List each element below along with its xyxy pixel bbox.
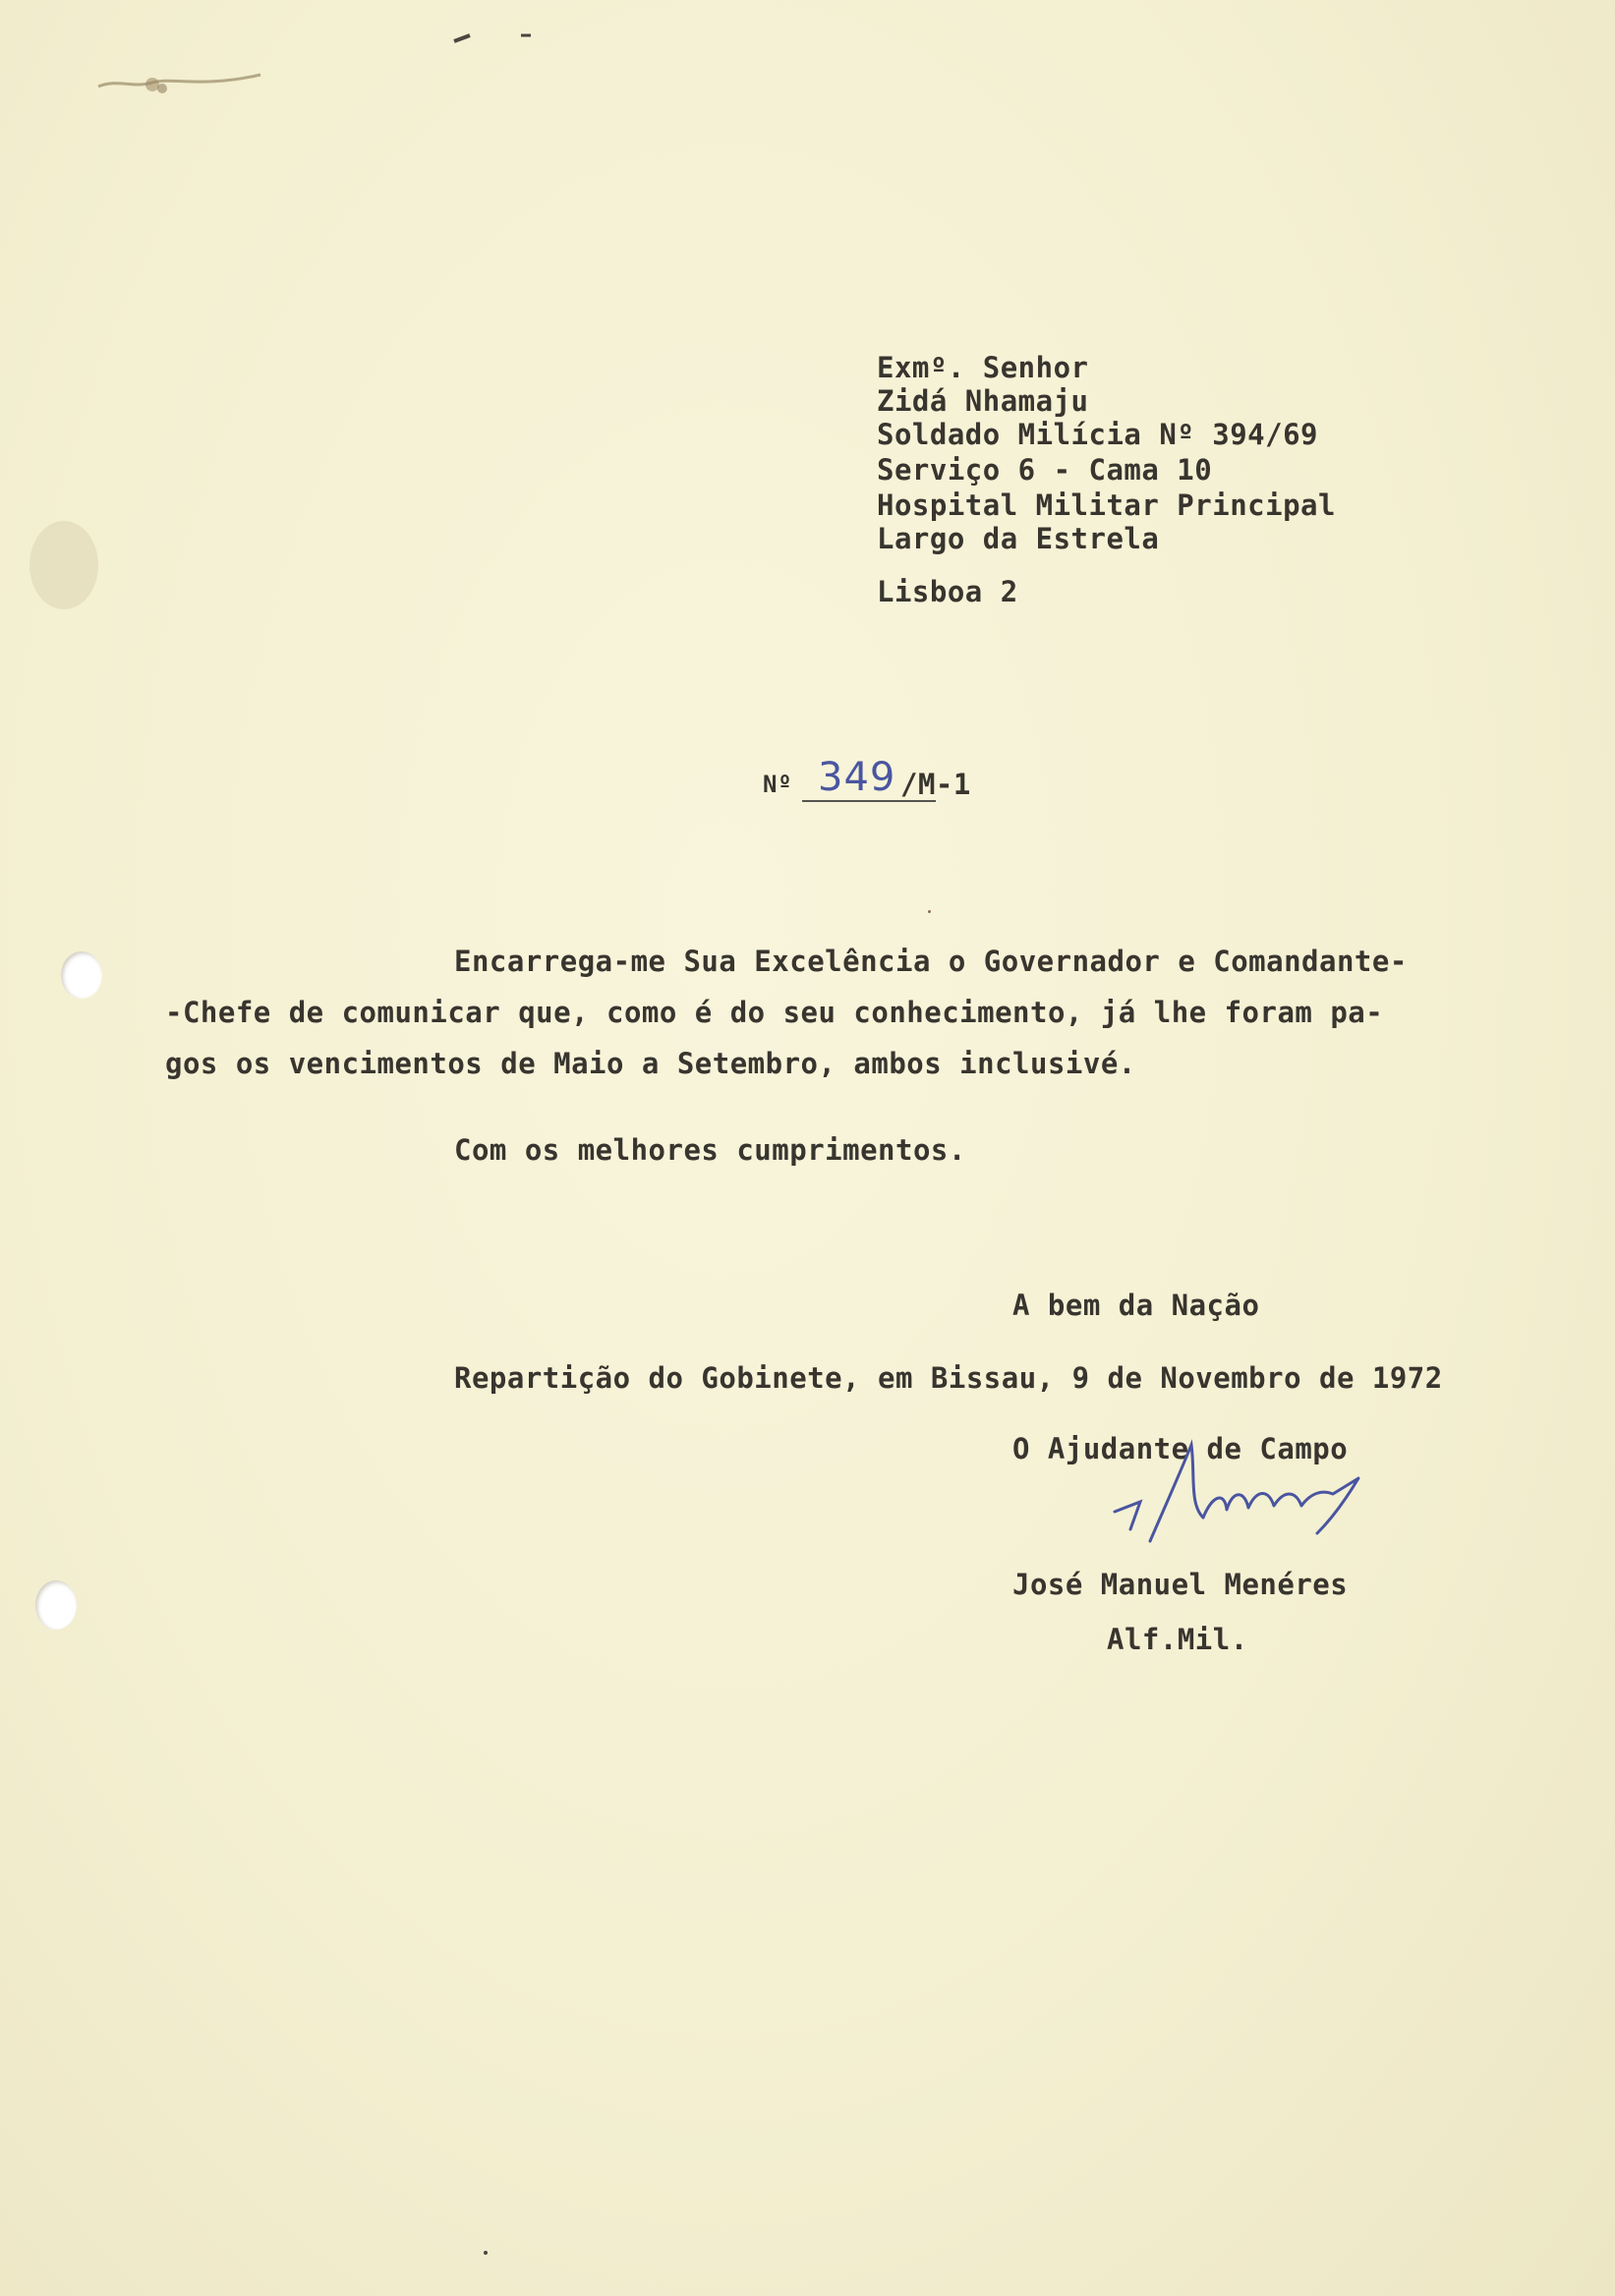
body-line-3: gos os vencimentos de Maio a Setembro, ambos inclusivé.: [165, 1047, 1136, 1080]
address-line-name: Zidá Nhamaju: [877, 384, 1089, 418]
address-line-salutation: Exmº. Senhor: [877, 351, 1089, 384]
address-line-hospital: Hospital Militar Principal: [877, 488, 1336, 522]
signatory-name: José Manuel Menéres: [1012, 1568, 1349, 1601]
reference-prefix: Nº: [763, 771, 792, 798]
paper-stain: [29, 521, 98, 609]
address-line-street: Largo da Estrela: [877, 522, 1160, 555]
punch-hole-bottom: [35, 1580, 77, 1630]
address-line-rank: Soldado Milícia Nº 394/69: [877, 418, 1318, 451]
closing-greeting: Com os melhores cumprimentos.: [454, 1133, 966, 1167]
body-line-2: -Chefe de comunicar que, como é do seu conhecimento, já lhe foram pa-: [165, 996, 1384, 1029]
paper-speck: [484, 2251, 488, 2255]
paper-speck: [928, 910, 931, 913]
signatory-rank: Alf.Mil.: [1107, 1623, 1248, 1656]
recipient-address: [877, 350, 1427, 625]
motto: A bem da Nação: [1012, 1289, 1260, 1322]
reference-suffix: /M-1: [900, 768, 971, 801]
handwritten-signature: [1101, 1435, 1376, 1553]
address-line-service: Serviço 6 - Cama 10: [877, 453, 1213, 487]
punch-hole-top: [61, 951, 102, 999]
reference-handwritten-number: 349: [818, 755, 896, 800]
reference-number: [763, 755, 999, 816]
rust-mark: [93, 59, 270, 108]
body-line-1: Encarrega-me Sua Excelência o Governador e Comandante-: [454, 945, 1408, 978]
signatory-title: O Ajudante de Campo: [1012, 1432, 1349, 1465]
ink-speck: [452, 29, 550, 49]
place-and-date: Repartição do Gobinete, em Bissau, 9 de Novembro de 1972: [454, 1361, 1443, 1395]
address-line-city: Lisboa 2: [877, 575, 1018, 608]
